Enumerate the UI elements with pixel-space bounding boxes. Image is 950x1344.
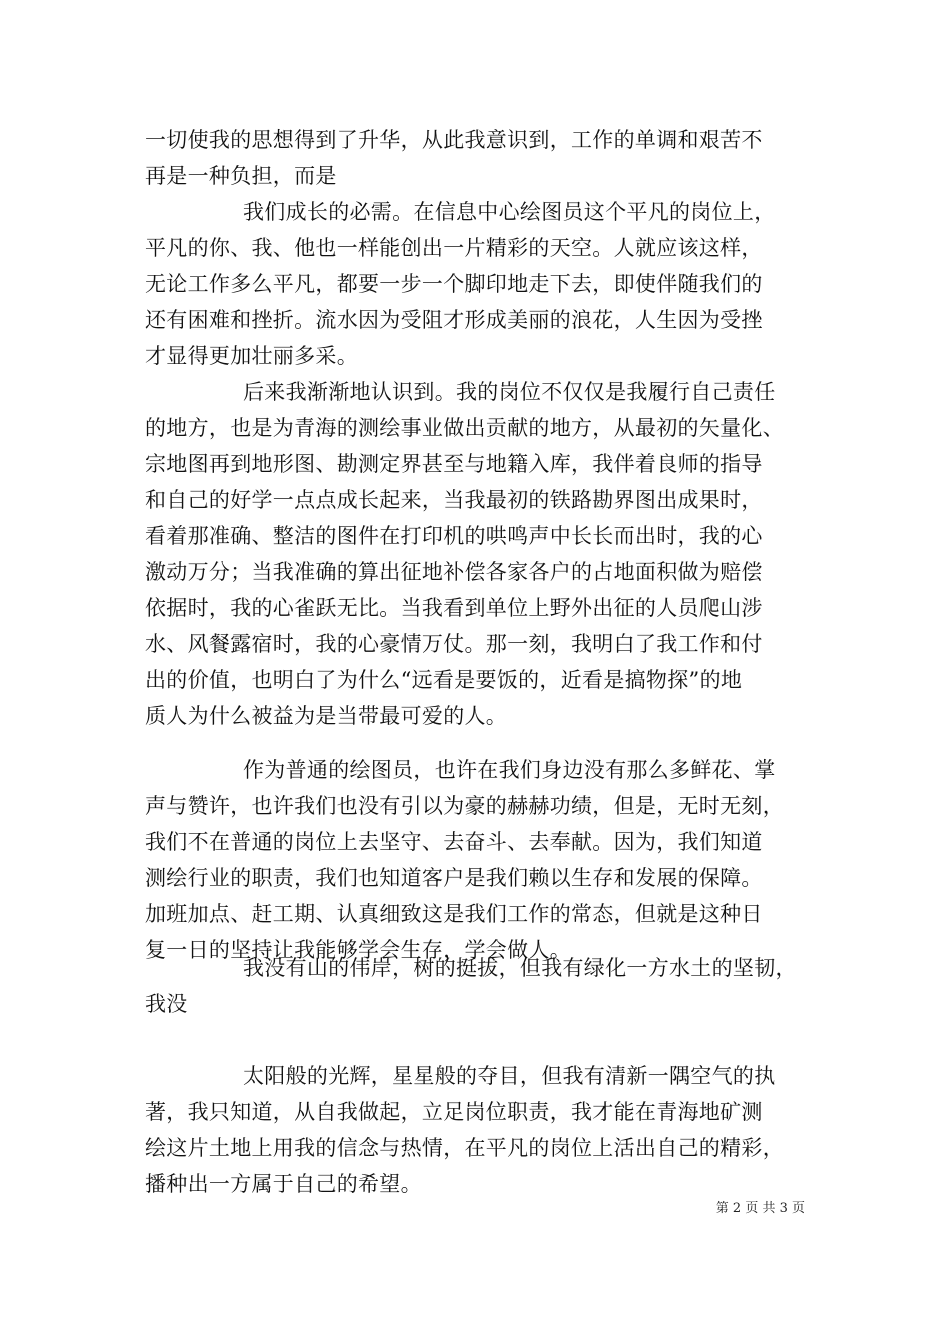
paragraph-5 (145, 950, 820, 1022)
text-line: 才显得更加壮丽多采。 (145, 344, 358, 368)
text-line: 激动万分；当我准确的算出征地补偿各家各户的占地面积做为赔偿 (145, 560, 763, 584)
text-line: 我没有山的伟岸，树的挺拔，但我有绿化一方水土的坚韧， (243, 956, 797, 980)
text-line: 我们成长的必需。在信息中心绘图员这个平凡的岗位上， (243, 200, 776, 224)
paragraph-2 (145, 194, 820, 374)
text-line: 作为普通的绘图员，也许在我们身边没有那么多鲜花、掌 (243, 758, 776, 782)
text-line: 太阳般的光辉，星星般的夺目，但我有清新一隅空气的执 (243, 1064, 776, 1088)
text-line: 后来我渐渐地认识到。我的岗位不仅仅是我履行自己责任 (243, 380, 776, 404)
text-line: 著，我只知道，从自我做起，立足岗位职责，我才能在青海地矿测 (145, 1100, 763, 1124)
text-line: 测绘行业的职责，我们也知道客户是我们赖以生存和发展的保障。 (145, 866, 763, 890)
text-line: 和自己的好学一点点成长起来，当我最初的铁路勘界图出成果时， (145, 488, 763, 512)
text-line: 还有困难和挫折。流水因为受阻才形成美丽的浪花，人生因为受挫 (145, 308, 763, 332)
text-line: 宗地图再到地形图、勘测定界甚至与地籍入库，我伴着良师的指导 (145, 452, 763, 476)
text-line: 复一日的坚持让我能够学会生存，学会做人。 (145, 938, 571, 962)
paragraph-6 (145, 1058, 820, 1202)
text-line: 依据时，我的心雀跃无比。当我看到单位上野外出征的人员爬山涉 (145, 596, 763, 620)
text-line: 看着那准确、整洁的图件在打印机的哄鸣声中长长而出时，我的心 (145, 524, 763, 548)
text-line: 再是一种负担，而是 (145, 164, 337, 188)
text-line: 加班加点、赶工期、认真细致这是我们工作的常态，但就是这种日 (145, 902, 763, 926)
text-line: 一切使我的思想得到了升华，从此我意识到，工作的单调和艰苦不 (145, 128, 763, 152)
text-line: 我没 (145, 992, 188, 1016)
text-line: 绘这片土地上用我的信念与热情，在平凡的岗位上活出自己的精彩， (145, 1136, 784, 1160)
text-line: 水、风餐露宿时，我的心豪情万仗。那一刻，我明白了我工作和付 (145, 632, 763, 656)
page-number-footer: 第 2 页 共 3 页 (715, 1201, 805, 1216)
text-line: 出的价值，也明白了为什么“远看是要饭的，近看是搞物探”的地 (145, 668, 743, 692)
text-line: 声与赞许，也许我们也没有引以为豪的赫赫功绩，但是，无时无刻， (145, 794, 784, 818)
text-line: 无论工作多么平凡，都要一步一个脚印地走下去，即使伴随我们的 (145, 272, 763, 296)
text-line: 播种出一方属于自己的希望。 (145, 1172, 422, 1196)
paragraph-1 (145, 122, 820, 194)
text-line: 我们不在普通的岗位上去坚守、去奋斗、去奉献。因为，我们知道 (145, 830, 763, 854)
text-line: 质人为什么被益为是当带最可爱的人。 (145, 704, 508, 728)
text-line: 平凡的你、我、他也一样能创出一片精彩的天空。人就应该这样， (145, 236, 763, 260)
paragraph-4 (145, 752, 820, 968)
text-line: 的地方，也是为青海的测绘事业做出贡献的地方，从最初的矢量化、 (145, 416, 784, 440)
paragraph-3 (145, 374, 820, 734)
